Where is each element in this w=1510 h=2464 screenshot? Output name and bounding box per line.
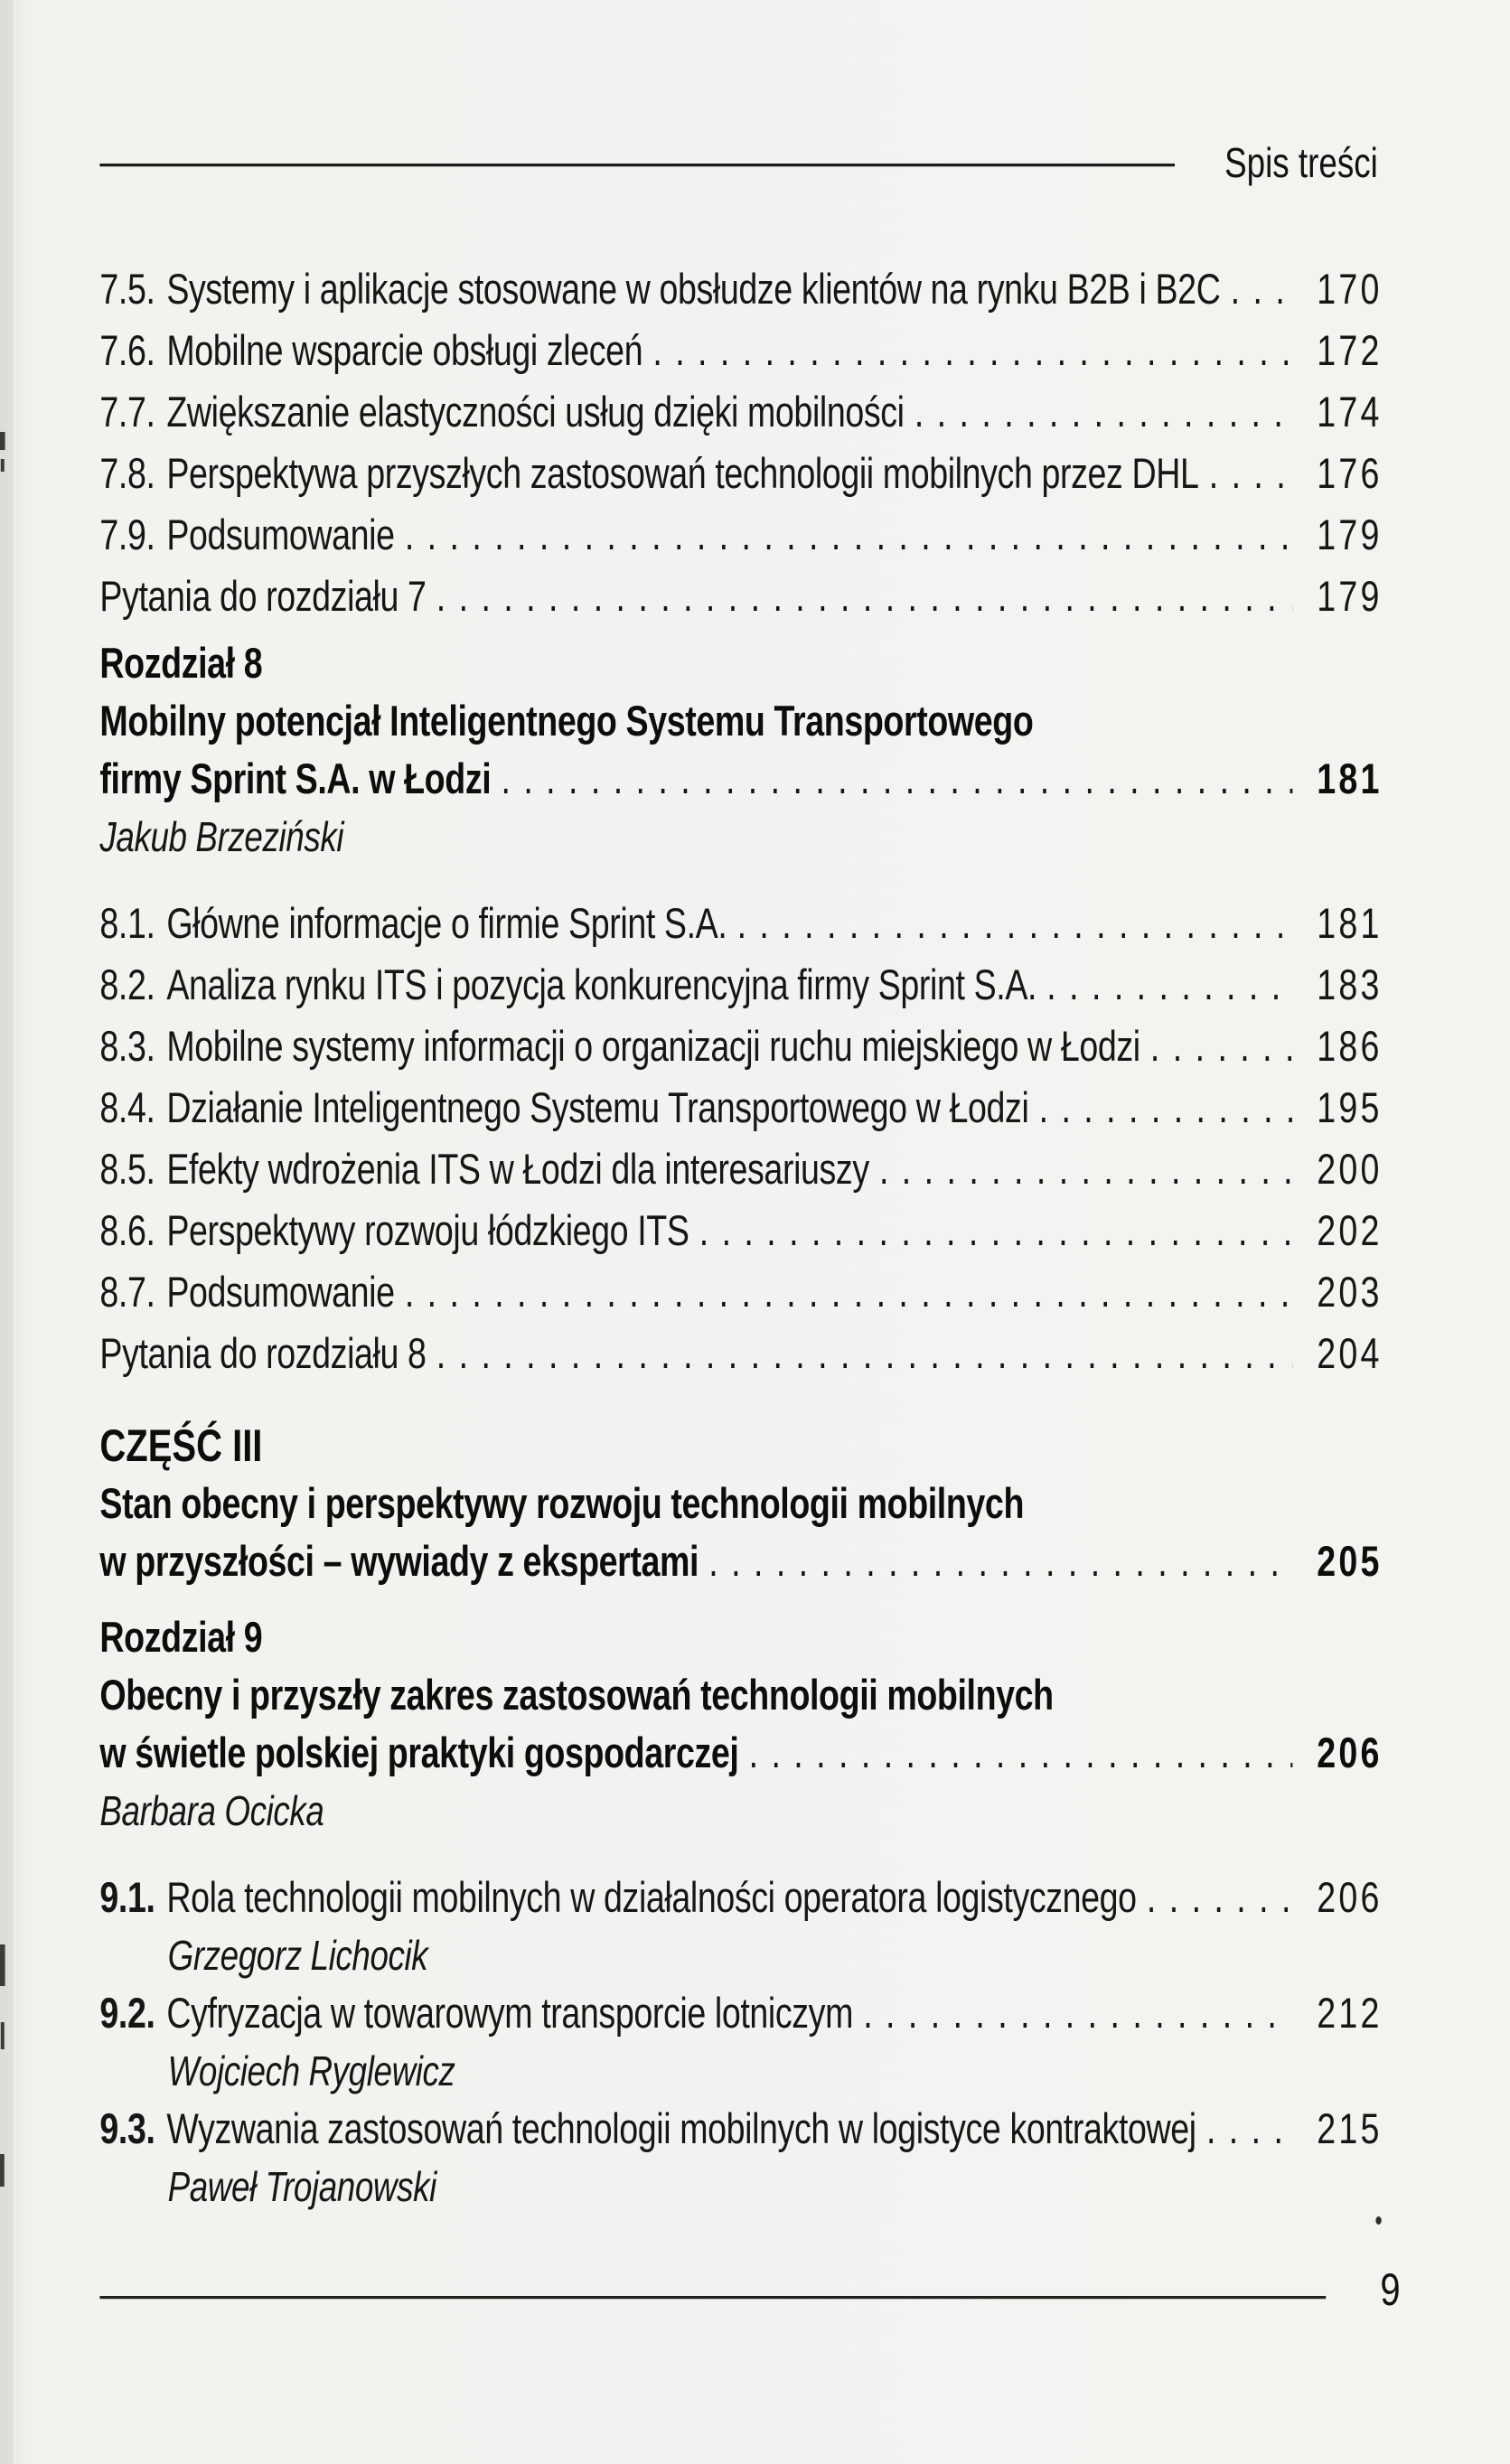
dot-leader [879, 1138, 1292, 1200]
scan-artifact-mark [0, 432, 5, 450]
toc-entry-number: 8.4. [99, 1083, 155, 1131]
toc-entry-label: Cyfryzacja w towarowym transporcie lotniczym [166, 1989, 853, 2037]
toc-row [99, 1138, 1382, 1200]
toc-entry-label: w świetle polskiej praktyki gospodarczej [99, 1729, 739, 1776]
toc-row [99, 1982, 1382, 2044]
toc-entry-page: 172 [1317, 326, 1383, 374]
toc-entry-page: 179 [1317, 511, 1383, 558]
toc-entry-page: 206 [1317, 1873, 1383, 1921]
toc-entry-label: Pytania do rozdziału 8 [99, 1329, 427, 1377]
toc-row [99, 954, 1382, 1016]
dot-leader [436, 566, 1292, 627]
toc-row [99, 634, 1382, 692]
toc-entry-label: CZĘŚĆ III [99, 1420, 263, 1471]
toc-row [99, 1077, 1382, 1138]
toc-row [99, 258, 1382, 320]
toc-row [168, 1928, 1383, 1982]
toc-entry-page: 215 [1317, 2104, 1383, 2152]
toc-row [99, 320, 1382, 381]
dot-leader [405, 504, 1292, 566]
dot-leader [1150, 1016, 1292, 1077]
dot-leader [1046, 954, 1292, 1016]
toc-row [99, 1666, 1382, 1724]
toc-row [99, 1200, 1382, 1261]
dot-leader [1039, 1077, 1292, 1138]
dot-leader [1231, 258, 1292, 320]
toc-entry-page: 183 [1317, 960, 1383, 1008]
toc-entry-page: 179 [1317, 572, 1383, 620]
toc-entry-page: 202 [1317, 1206, 1383, 1254]
toc-entry-number: 7.8. [99, 449, 155, 497]
toc-entry-label: Systemy i aplikacje stosowane w obsłudze klientów na rynku B2B i B2C [166, 265, 1221, 313]
toc-entry-label: Wojciech Ryglewicz [167, 2047, 455, 2094]
toc-row [99, 692, 1382, 750]
toc-row [99, 1782, 1382, 1840]
header-rule [99, 164, 1175, 166]
toc-row [168, 2160, 1383, 2214]
toc-row [99, 1417, 1382, 1475]
toc-entry-page: 176 [1317, 449, 1383, 497]
dot-leader [436, 1323, 1292, 1384]
dot-leader [652, 320, 1292, 381]
toc-entry-label: Mobilny potencjał Inteligentnego Systemu Transportowego [99, 697, 1034, 745]
toc-entry-page: 204 [1317, 1329, 1383, 1377]
toc-row [99, 1724, 1382, 1782]
toc-entry-label: Obecny i przyszły zakres zastosowań technologii mobilnych [99, 1671, 1054, 1719]
toc-entry-label: Analiza rynku ITS i pozycja konkurencyjna firmy Sprint S.A. [166, 960, 1037, 1008]
toc-entry-label: Barbara Ocicka [99, 1787, 324, 1834]
scan-artifact-mark [0, 1944, 5, 1986]
dot-leader [501, 750, 1292, 808]
toc-entry-label: Wyzwania zastosowań technologii mobilnych w logistyce kontraktowej [166, 2104, 1196, 2152]
toc-row [99, 1016, 1382, 1077]
toc-entry-number: 9.3. [99, 2104, 155, 2152]
toc-entry-number: 9.2. [99, 1989, 155, 2037]
page-header [0, 0, 1510, 208]
toc-entry-label: Perspektywa przyszłych zastosowań technologii mobilnych przez DHL [166, 449, 1199, 497]
toc-row [99, 566, 1382, 627]
dot-leader [1209, 443, 1292, 504]
toc-entry-number: 7.5. [99, 265, 155, 313]
toc-entry-label: Pytania do rozdziału 7 [99, 572, 427, 620]
toc-row [99, 1261, 1382, 1323]
toc-entry-label: Stan obecny i perspektywy rozwoju technologii mobilnych [99, 1479, 1025, 1527]
scan-artifact-dot [1375, 2216, 1381, 2225]
toc-entry-page: 174 [1317, 388, 1383, 436]
toc-entry-label: Mobilne wsparcie obsługi zleceń [166, 326, 643, 374]
toc-entry-page: 186 [1317, 1022, 1383, 1070]
toc-entry-number: 7.6. [99, 326, 155, 374]
toc-entry-number: 8.7. [99, 1268, 155, 1316]
dot-leader [699, 1200, 1292, 1261]
toc-entry-label: Perspektywy rozwoju łódzkiego ITS [166, 1206, 689, 1254]
toc-entry-number: 7.7. [99, 388, 155, 436]
toc-entry-page: 200 [1317, 1145, 1383, 1193]
scan-artifact-mark [1, 459, 5, 472]
scan-artifact-mark [1, 2022, 5, 2049]
footer-rule [99, 2296, 1326, 2299]
toc-row [99, 443, 1382, 504]
toc-entry-label: Rozdział 9 [99, 1613, 263, 1661]
toc-entry-number: 8.1. [99, 899, 155, 947]
toc-row [99, 1608, 1382, 1666]
toc-entry-label: Paweł Trojanowski [167, 2163, 436, 2210]
toc-entry-label: firmy Sprint S.A. w Łodzi [99, 754, 492, 802]
toc-entry-label: Jakub Brzeziński [99, 813, 344, 860]
toc-entry-label: Rozdział 8 [99, 639, 263, 687]
page-title: Spis treści [1224, 139, 1378, 186]
toc-entry-page: 212 [1317, 1989, 1383, 2037]
toc-row [99, 893, 1382, 954]
dot-leader [708, 1532, 1292, 1590]
toc-row [168, 2044, 1383, 2098]
dot-leader [749, 1724, 1292, 1782]
dot-leader [1147, 1867, 1292, 1928]
toc-entry-number: 7.9. [99, 511, 155, 558]
toc-entry-label: Efekty wdrożenia ITS w Łodzi dla interesariuszy [166, 1145, 869, 1193]
dot-leader [914, 381, 1292, 443]
toc-entry-number: 8.6. [99, 1206, 155, 1254]
toc-row [99, 504, 1382, 566]
dot-leader [405, 1261, 1292, 1323]
scan-artifact-mark [0, 2154, 5, 2187]
page-number: 9 [1380, 2264, 1401, 2315]
toc-entry-page: 203 [1317, 1268, 1383, 1316]
toc-row [99, 1532, 1382, 1590]
toc-row [99, 1475, 1382, 1532]
toc-entry-label: Mobilne systemy informacji o organizacji ruchu miejskiego w Łodzi [166, 1022, 1140, 1070]
toc-entry-page: 181 [1317, 899, 1383, 947]
toc-row [99, 1867, 1382, 1928]
toc-entry-label: Podsumowanie [166, 511, 395, 558]
scan-edge-shade [0, 0, 13, 2464]
toc-entry-page: 170 [1317, 265, 1383, 313]
toc-entry-page: 206 [1317, 1729, 1383, 1776]
toc-row [99, 2098, 1382, 2160]
toc-row [99, 381, 1382, 443]
toc-entry-number: 9.1. [99, 1873, 155, 1921]
toc-entry-label: Główne informacje o firmie Sprint S.A. [166, 899, 727, 947]
toc-entry-number: 8.3. [99, 1022, 155, 1070]
toc-entry-label: Działanie Inteligentnego Systemu Transportowego w Łodzi [166, 1083, 1029, 1131]
toc-entry-number: 8.2. [99, 960, 155, 1008]
toc-row [99, 808, 1382, 866]
dot-leader [737, 893, 1292, 954]
toc-row [99, 750, 1382, 808]
dot-leader [863, 1982, 1292, 2044]
toc-entry-page: 181 [1317, 754, 1383, 802]
toc-row [99, 1323, 1382, 1384]
toc-entry-label: Grzegorz Lichocik [167, 1932, 428, 1979]
toc-entry-label: Podsumowanie [166, 1268, 395, 1316]
toc-entry-label: w przyszłości – wywiady z ekspertami [99, 1537, 699, 1585]
toc-entry-page: 195 [1317, 1083, 1383, 1131]
toc-entry-page: 205 [1317, 1537, 1383, 1585]
toc-entry-label: Rola technologii mobilnych w działalności operatora logistycznego [166, 1873, 1137, 1921]
dot-leader [1206, 2098, 1292, 2160]
toc-entry-label: Zwiększanie elastyczności usług dzięki mobilności [166, 388, 905, 436]
toc-entry-number: 8.5. [99, 1145, 155, 1193]
